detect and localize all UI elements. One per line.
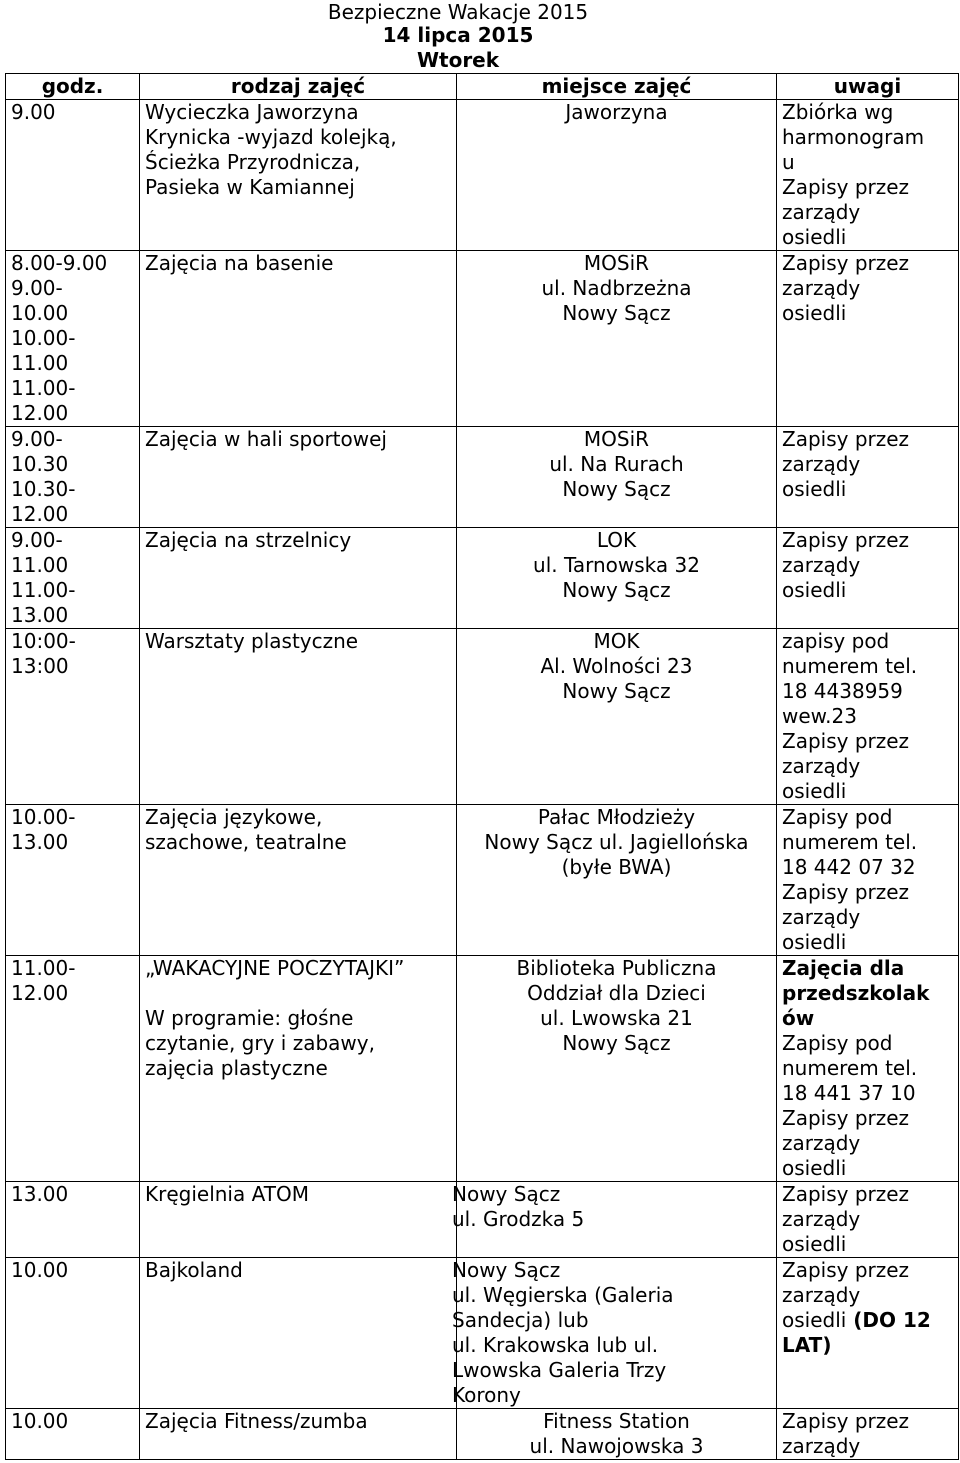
time-cell bbox=[6, 100, 140, 251]
place-text: Nowy Sącz bbox=[562, 679, 671, 703]
time-text: 11.00 bbox=[11, 351, 69, 375]
place-cell bbox=[452, 1182, 772, 1258]
time-text: 13.00 bbox=[11, 830, 69, 854]
time-cell bbox=[6, 1182, 140, 1258]
activity-cell bbox=[140, 100, 457, 251]
notes-text: Zapisy przez bbox=[782, 528, 910, 552]
place-text: Sandecja) lub bbox=[452, 1308, 589, 1332]
time-text: 10.00 bbox=[11, 301, 69, 325]
notes-text: Zapisy przez bbox=[782, 729, 910, 753]
table-row bbox=[6, 1409, 959, 1460]
notes-text: Zapisy przez bbox=[782, 175, 910, 199]
time-text: 10.30 bbox=[11, 452, 69, 476]
place-text: Al. Wolności 23 bbox=[540, 654, 693, 678]
schedule-table bbox=[5, 73, 959, 1460]
notes-text: zarządy bbox=[782, 1283, 861, 1307]
place-text: Pałac Młodzieży bbox=[537, 805, 696, 829]
time-cell bbox=[6, 805, 140, 956]
column-header-notes: uwagi bbox=[777, 74, 959, 100]
activity-text: czytanie, gry i zabawy, bbox=[145, 1031, 375, 1055]
notes-text: osiedli bbox=[782, 1232, 847, 1256]
time-cell bbox=[6, 1409, 140, 1460]
activity-cell bbox=[140, 805, 457, 956]
table-row bbox=[6, 956, 959, 1182]
notes-text: osiedli bbox=[782, 578, 847, 602]
notes-text: zarządy bbox=[782, 553, 861, 577]
time-text: 10.00- bbox=[11, 326, 76, 350]
notes-text: osiedli bbox=[782, 225, 847, 249]
notes-text: osiedli bbox=[782, 1308, 847, 1332]
time-text: 9.00- bbox=[11, 528, 63, 552]
time-text: 11.00- bbox=[11, 376, 76, 400]
notes-text: zarządy bbox=[782, 1434, 861, 1458]
table-row bbox=[6, 805, 959, 956]
notes-cell bbox=[777, 629, 959, 805]
notes-cell bbox=[777, 805, 959, 956]
notes-text: zarządy bbox=[782, 754, 861, 778]
place-text: Nowy Sącz bbox=[562, 1031, 671, 1055]
time-text: 12.00 bbox=[11, 401, 69, 425]
activity-text: Zajęcia na basenie bbox=[145, 251, 334, 275]
notes-text: Zapisy przez bbox=[782, 427, 910, 451]
time-cell bbox=[6, 629, 140, 805]
place-cell bbox=[457, 251, 777, 427]
activity-text: Zajęcia na strzelnicy bbox=[145, 528, 352, 552]
place-text: ul. Nawojowska 3 bbox=[529, 1434, 704, 1458]
document-title: Bezpieczne Wakacje 2015 bbox=[327, 0, 589, 24]
notes-text: zapisy pod bbox=[782, 629, 890, 653]
activity-cell bbox=[140, 528, 457, 629]
document-weekday: Wtorek bbox=[416, 48, 500, 72]
place-text: Oddział dla Dzieci bbox=[527, 981, 706, 1005]
time-text: 12.00 bbox=[11, 981, 69, 1005]
activity-text: Ścieżka Przyrodnicza, bbox=[145, 150, 361, 174]
notes-text: osiedli bbox=[782, 477, 847, 501]
time-cell bbox=[6, 1258, 140, 1409]
notes-highlight: LAT) bbox=[782, 1333, 832, 1357]
notes-text: Zapisy przez bbox=[782, 1106, 910, 1130]
table-row bbox=[6, 528, 959, 629]
place-text: (byłe BWA) bbox=[561, 855, 672, 879]
time-text: 13.00 bbox=[11, 603, 69, 627]
notes-text: u bbox=[782, 150, 795, 174]
activity-text: Warsztaty plastyczne bbox=[145, 629, 359, 653]
activity-text: Zajęcia Fitness/zumba bbox=[145, 1409, 368, 1433]
activity-text: Bajkoland bbox=[145, 1258, 243, 1282]
place-text: Nowy Sącz bbox=[562, 301, 671, 325]
activity-text: Wycieczka Jaworzyna bbox=[145, 100, 359, 124]
place-text: ul. Grodzka 5 bbox=[452, 1207, 585, 1231]
time-text: 12.00 bbox=[11, 502, 69, 526]
notes-text: zarządy bbox=[782, 905, 861, 929]
notes-text: Zbiórka wg bbox=[782, 100, 894, 124]
table-row bbox=[6, 251, 959, 427]
notes-text: zarządy bbox=[782, 1207, 861, 1231]
place-cell bbox=[457, 956, 777, 1182]
activity-text: W programie: głośne bbox=[145, 1006, 354, 1030]
place-text: Jaworzyna bbox=[565, 100, 668, 124]
table-row bbox=[6, 100, 959, 251]
notes-text bbox=[782, 1308, 953, 1333]
place-text: MOK bbox=[593, 629, 640, 653]
activity-text: Kręgielnia ATOM bbox=[145, 1182, 309, 1206]
notes-text: zarządy bbox=[782, 452, 861, 476]
column-header-time: godz. bbox=[6, 74, 140, 100]
notes-text: Zapisy pod bbox=[782, 1031, 893, 1055]
place-text: Nowy Sącz bbox=[562, 578, 671, 602]
notes-text: osiedli bbox=[782, 930, 847, 954]
time-text: 10.00- bbox=[11, 805, 76, 829]
place-cell bbox=[457, 1409, 777, 1460]
notes-text: zarządy bbox=[782, 1131, 861, 1155]
place-cell bbox=[457, 427, 777, 528]
activity-text: Zajęcia językowe, bbox=[145, 805, 323, 829]
notes-text: wew.23 bbox=[782, 704, 857, 728]
activity-cell bbox=[140, 1258, 457, 1409]
activity-cell bbox=[140, 427, 457, 528]
notes-highlight: (DO 12 bbox=[846, 1308, 931, 1332]
place-text: ul. Na Rurach bbox=[549, 452, 684, 476]
activity-text: zajęcia plastyczne bbox=[145, 1056, 328, 1080]
notes-highlight: Zajęcia dla bbox=[782, 956, 905, 980]
notes-text: osiedli bbox=[782, 301, 847, 325]
time-text: 13:00 bbox=[11, 654, 69, 678]
table-header-row bbox=[6, 74, 959, 100]
notes-cell bbox=[777, 1258, 959, 1409]
notes-cell bbox=[777, 528, 959, 629]
notes-text: numerem tel. bbox=[782, 654, 918, 678]
notes-text: Zapisy przez bbox=[782, 251, 910, 275]
time-text: 13.00 bbox=[11, 1182, 69, 1206]
place-text: ul. Lwowska 21 bbox=[540, 1006, 693, 1030]
place-cell bbox=[457, 100, 777, 251]
activity-text: Zajęcia w hali sportowej bbox=[145, 427, 387, 451]
place-text: Nowy Sącz bbox=[562, 477, 671, 501]
column-header-activity: rodzaj zajęć bbox=[140, 74, 457, 100]
notes-text: 18 442 07 32 bbox=[782, 855, 916, 879]
notes-text: 18 441 37 10 bbox=[782, 1081, 916, 1105]
place-cell bbox=[452, 1258, 772, 1409]
notes-cell bbox=[777, 1409, 959, 1460]
place-text: MOSiR bbox=[583, 251, 650, 275]
time-cell bbox=[6, 427, 140, 528]
place-text: ul. Węgierska (Galeria bbox=[452, 1283, 674, 1307]
place-text: ul. Nadbrzeżna bbox=[541, 276, 692, 300]
document-date: 14 lipca 2015 bbox=[382, 23, 534, 47]
notes-text: 18 4438959 bbox=[782, 679, 903, 703]
notes-text: harmonogram bbox=[782, 125, 925, 149]
place-text: Korony bbox=[452, 1383, 521, 1407]
notes-text: osiedli bbox=[782, 779, 847, 803]
notes-text: numerem tel. bbox=[782, 830, 918, 854]
activity-title: „WAKACYJNE POCZYTAJKI” bbox=[145, 956, 405, 980]
place-text: LOK bbox=[596, 528, 637, 552]
place-text: ul. Krakowska lub ul. bbox=[452, 1333, 659, 1357]
time-text: 10:00- bbox=[11, 629, 76, 653]
time-cell bbox=[6, 956, 140, 1182]
activity-text: Krynicka -wyjazd kolejką, bbox=[145, 125, 397, 149]
activity-cell bbox=[140, 1182, 457, 1258]
place-cell bbox=[457, 528, 777, 629]
notes-cell bbox=[777, 1182, 959, 1258]
table-row bbox=[6, 629, 959, 805]
time-text: 10.30- bbox=[11, 477, 76, 501]
place-text: ul. Tarnowska 32 bbox=[533, 553, 700, 577]
notes-text: numerem tel. bbox=[782, 1056, 918, 1080]
notes-highlight: ów bbox=[782, 1006, 815, 1030]
notes-highlight: przedszkolak bbox=[782, 981, 930, 1005]
time-text: 9.00- bbox=[11, 427, 63, 451]
place-cell bbox=[457, 629, 777, 805]
time-text: 8.00-9.00 bbox=[11, 251, 108, 275]
time-text: 11.00 bbox=[11, 553, 69, 577]
notes-text: zarządy bbox=[782, 276, 861, 300]
place-text: Nowy Sącz ul. Jagiellońska bbox=[484, 830, 749, 854]
notes-text: osiedli bbox=[782, 1156, 847, 1180]
place-text: Lwowska Galeria Trzy bbox=[452, 1358, 667, 1382]
time-text: 11.00- bbox=[11, 578, 76, 602]
notes-cell bbox=[777, 956, 959, 1182]
notes-text: zarządy bbox=[782, 200, 861, 224]
notes-text: Zapisy przez bbox=[782, 1409, 910, 1433]
time-text: 10.00 bbox=[11, 1258, 69, 1282]
notes-text: Zapisy pod bbox=[782, 805, 893, 829]
notes-text: Zapisy przez bbox=[782, 880, 910, 904]
time-text: 10.00 bbox=[11, 1409, 69, 1433]
place-text: MOSiR bbox=[583, 427, 650, 451]
activity-cell bbox=[140, 251, 457, 427]
time-cell bbox=[6, 528, 140, 629]
notes-cell bbox=[777, 100, 959, 251]
notes-text: Zapisy przez bbox=[782, 1258, 910, 1282]
table-row bbox=[6, 1258, 959, 1409]
place-cell bbox=[457, 805, 777, 956]
time-text: 9.00- bbox=[11, 276, 63, 300]
time-text: 11.00- bbox=[11, 956, 76, 980]
place-text: Nowy Sącz bbox=[452, 1182, 561, 1206]
activity-text: Pasieka w Kamiannej bbox=[145, 175, 355, 199]
activity-cell bbox=[140, 956, 457, 1182]
notes-cell bbox=[777, 251, 959, 427]
place-text: Biblioteka Publiczna bbox=[516, 956, 717, 980]
activity-cell bbox=[140, 629, 457, 805]
time-cell bbox=[6, 251, 140, 427]
time-text: 9.00 bbox=[11, 100, 56, 124]
activity-cell bbox=[140, 1409, 457, 1460]
table-row bbox=[6, 1182, 959, 1258]
table-row bbox=[6, 427, 959, 528]
column-header-place: miejsce zajęć bbox=[457, 74, 777, 100]
place-text: Fitness Station bbox=[543, 1409, 690, 1433]
place-text: Nowy Sącz bbox=[452, 1258, 561, 1282]
notes-text: Zapisy przez bbox=[782, 1182, 910, 1206]
notes-cell bbox=[777, 427, 959, 528]
activity-text: szachowe, teatralne bbox=[145, 830, 347, 854]
